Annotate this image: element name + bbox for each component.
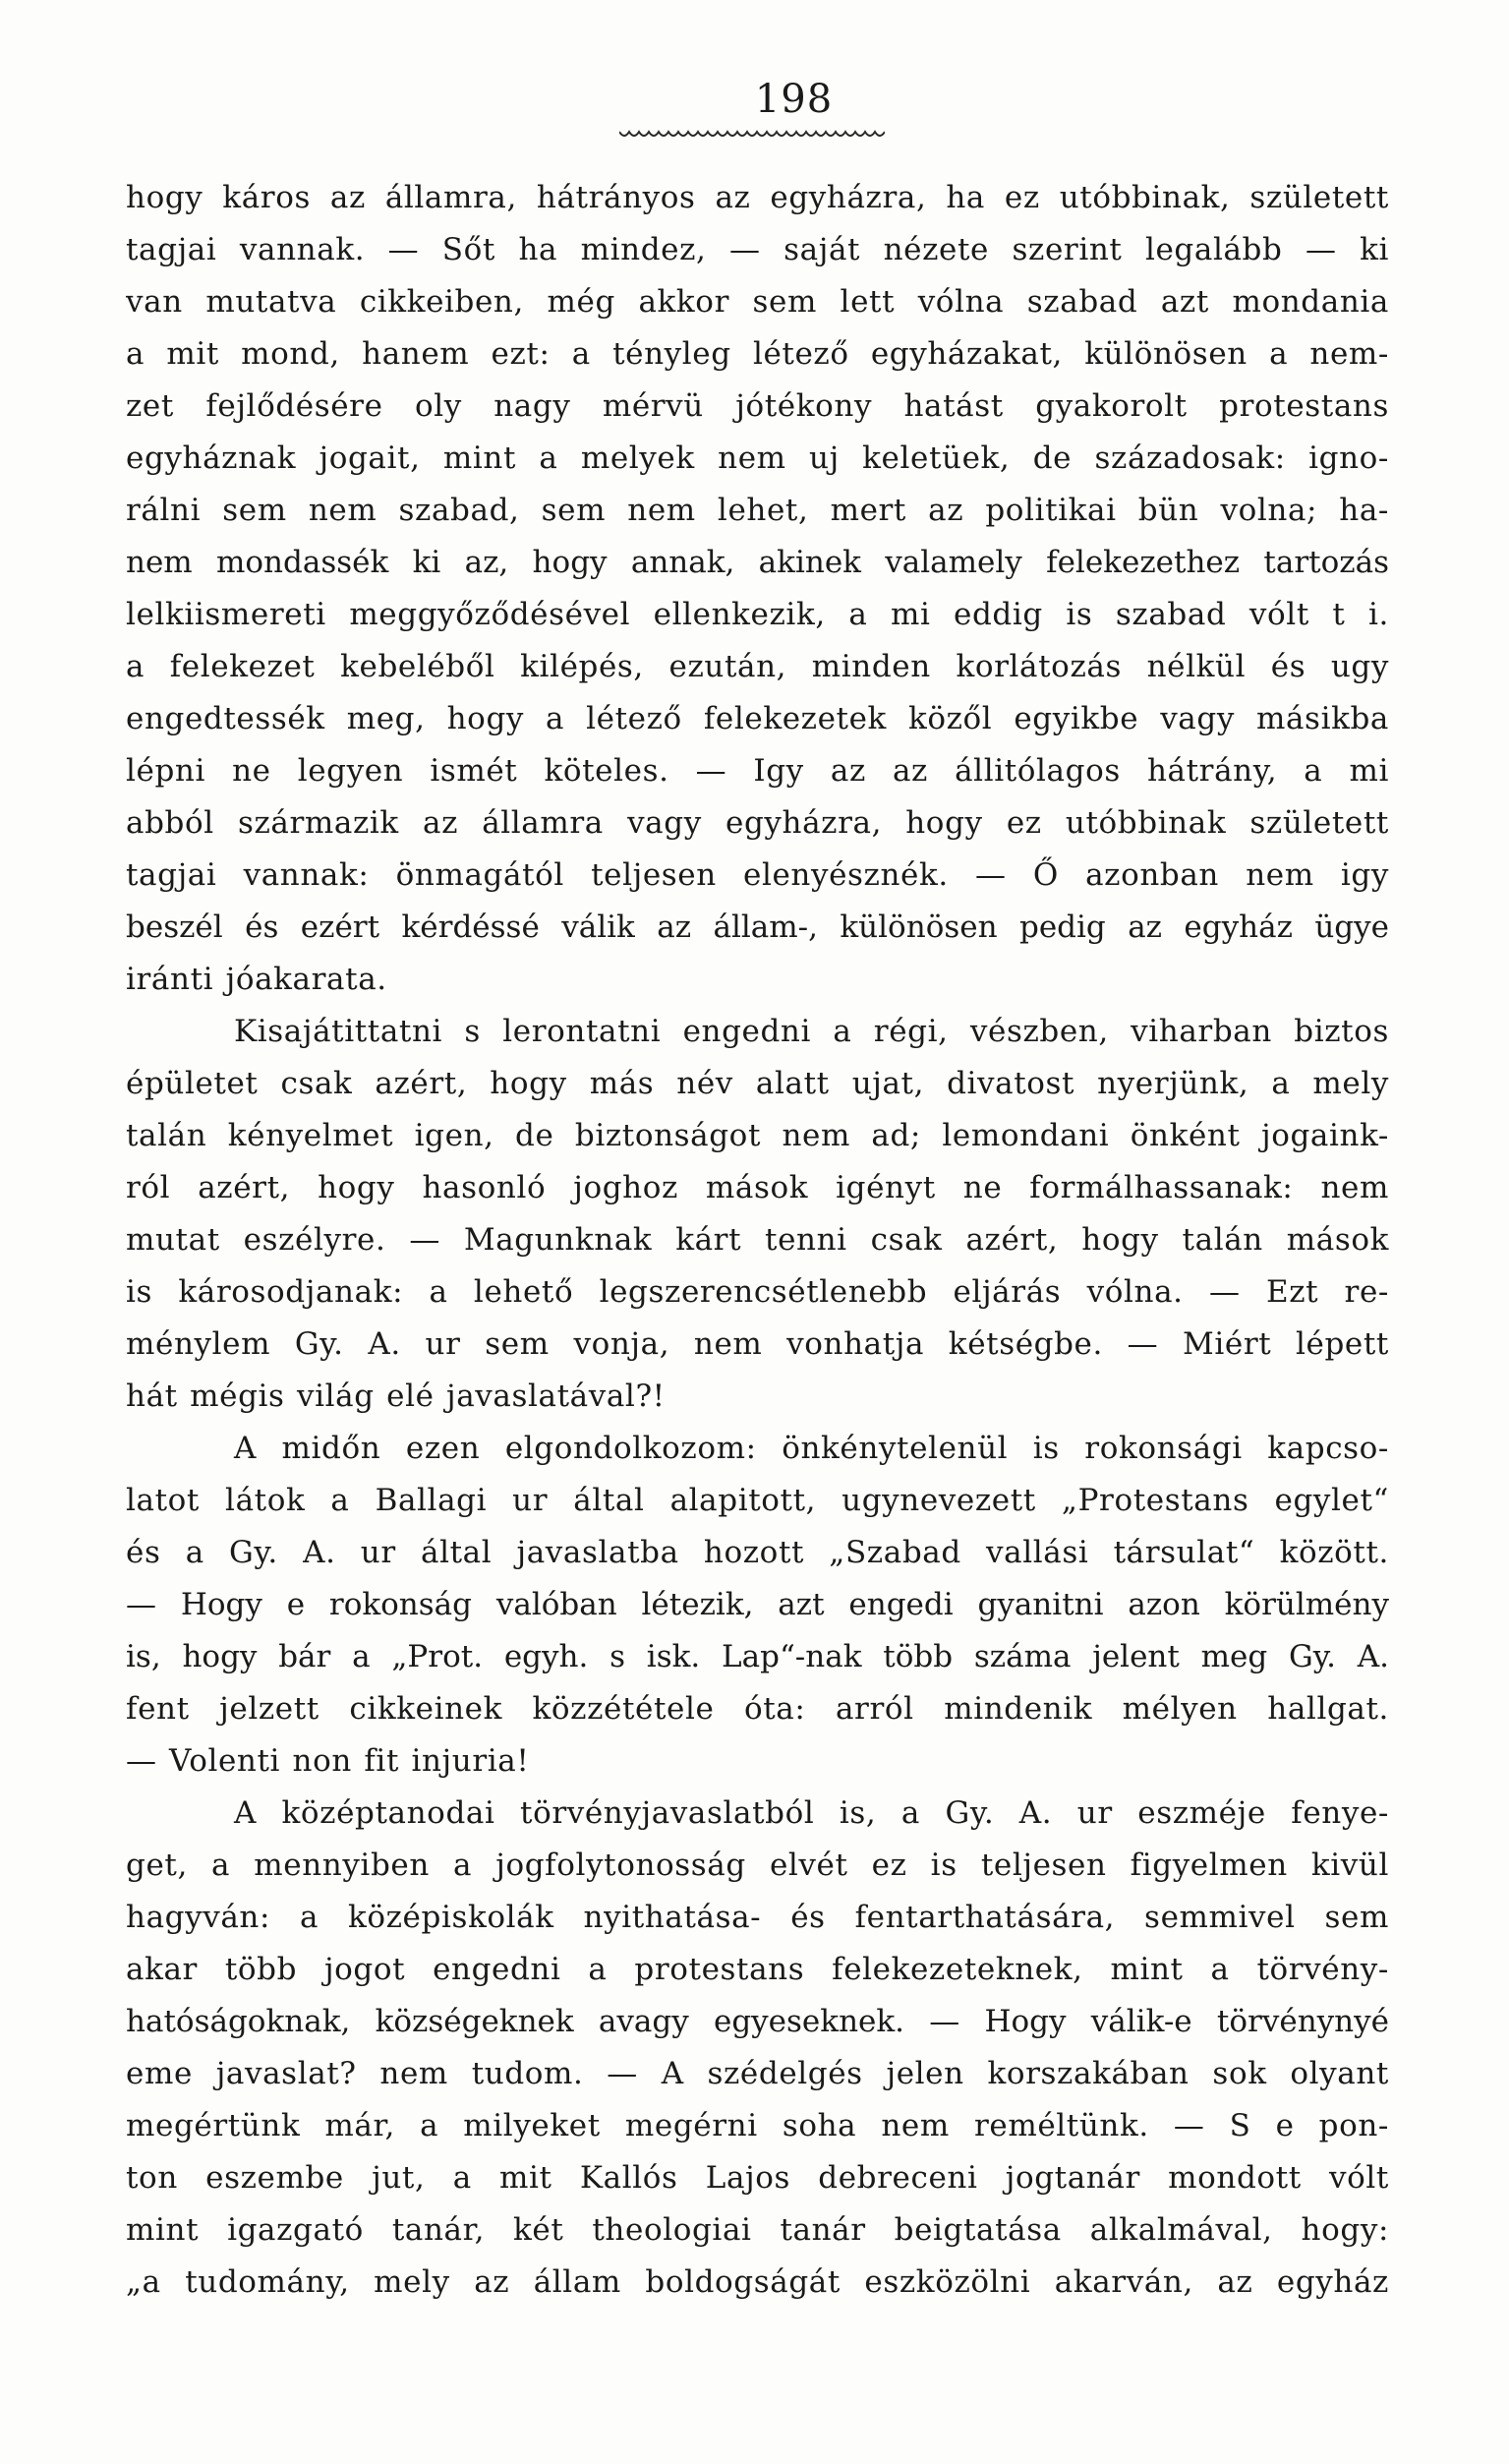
text-line: beszél és ezért kérdéssé válik az állam-, különösen pedig az egyház ügye	[126, 909, 1389, 945]
text-line: is, hogy bár a „Prot. egyh. s isk. Lap“-nak több száma jelent meg Gy. A.	[126, 1639, 1389, 1674]
text-line: eme javaslat? nem tudom. — A szédelgés jelen korszakában sok olyant	[126, 2056, 1389, 2091]
text-line: van mutatva cikkeiben, még akkor sem lett vólna szabad azt mondania	[126, 284, 1389, 320]
text-line: a mit mond, hanem ezt: a tényleg létező egyházakat, különösen a nem-	[126, 336, 1389, 372]
text-line: akar több jogot engedni a protestans felekezeteknek, mint a törvény-	[126, 1952, 1389, 1987]
text-line: hogy káros az államra, hátrányos az egyházra, ha ez utóbbinak, született	[126, 180, 1389, 215]
text-line: A középtanodai törvényjavaslatból is, a Gy. A. ur eszméje fenye-	[234, 1795, 1389, 1831]
text-line: A midőn ezen elgondolkozom: önkénytelenül is rokonsági kapcso-	[234, 1431, 1389, 1466]
text-line: ménylem Gy. A. ur sem vonja, nem vonhatja kétségbe. — Miért lépett	[126, 1326, 1389, 1362]
text-line: rálni sem nem szabad, sem nem lehet, mert az politikai bün volna; ha-	[126, 493, 1389, 528]
text-line: a felekezet kebeléből kilépés, ezután, minden korlátozás nélkül és ugy	[126, 649, 1389, 684]
text-line: lépni ne legyen ismét köteles. — Igy az az állitólagos hátrány, a mi	[126, 753, 1389, 789]
text-line: talán kényelmet igen, de biztonságot nem ad; lemondani önként jogaink-	[126, 1118, 1389, 1153]
text-line: mutat eszélyre. — Magunknak kárt tenni csak azért, hogy talán mások	[126, 1222, 1389, 1258]
body-text	[126, 172, 1389, 2309]
text-line: mint igazgató tanár, két theologiai tanár beigtatása alkalmával, hogy:	[126, 2212, 1389, 2248]
text-line: épületet csak azért, hogy más név alatt ujat, divatost nyerjünk, a mely	[126, 1066, 1389, 1101]
text-line: hagyván: a középiskolák nyithatása- és fentarthatására, semmivel sem	[126, 1900, 1389, 1935]
text-line: hatóságoknak, községeknek avagy egyeseknek. — Hogy válik-e törvénynyé	[126, 2004, 1389, 2039]
text-line: ton eszembe jut, a mit Kallós Lajos debreceni jogtanár mondott vólt	[126, 2160, 1389, 2196]
page-number: 198	[754, 77, 834, 122]
text-line: és a Gy. A. ur által javaslatba hozott „Szabad vallási társulat“ között.	[126, 1535, 1389, 1570]
text-line: „a tudomány, mely az állam boldogságát eszközölni akarván, az egyház	[126, 2264, 1389, 2300]
text-line: get, a mennyiben a jogfolytonosság elvét ez is teljesen figyelmen kivül	[126, 1848, 1389, 1883]
text-line: is károsodjanak: a lehető legszerencsétlenebb eljárás vólna. — Ezt re-	[126, 1274, 1389, 1310]
text-line: latot látok a Ballagi ur által alapitott, ugynevezett „Protestans egylet“	[126, 1483, 1389, 1518]
text-line: — Hogy e rokonság valóban létezik, azt engedi gyanitni azon körülmény	[126, 1587, 1389, 1622]
text-line: Kisajátittatni s lerontatni engedni a régi, vészben, viharban biztos	[234, 1014, 1389, 1049]
text-line: — Volenti non fit injuria!	[126, 1743, 530, 1779]
text-line: nem mondassék ki az, hogy annak, akinek valamely felekezethez tartozás	[126, 545, 1389, 580]
text-line: tagjai vannak: önmagától teljesen elenyésznék. — Ő azonban nem igy	[126, 857, 1389, 893]
page-number-ornament	[619, 126, 885, 142]
text-line: engedtessék meg, hogy a létező felekezetek közől egyikbe vagy másikba	[126, 701, 1389, 736]
text-line: iránti jóakarata.	[126, 962, 387, 997]
text-line: megértünk már, a milyeket megérni soha nem reméltünk. — S e pon-	[126, 2108, 1389, 2143]
page-header	[0, 77, 1509, 122]
text-line: ról azért, hogy hasonló joghoz mások igényt ne formálhassanak: nem	[126, 1170, 1389, 1205]
text-line: egyháznak jogait, mint a melyek nem uj keletüek, de századosak: igno-	[126, 440, 1389, 476]
text-line: fent jelzett cikkeinek közzététele óta: arról mindenik mélyen hallgat.	[126, 1691, 1389, 1727]
text-line: zet fejlődésére oly nagy mérvü jótékony hatást gyakorolt protestans	[126, 388, 1389, 424]
text-line: tagjai vannak. — Sőt ha mindez, — saját nézete szerint legalább — ki	[126, 232, 1389, 267]
text-line: lelkiismereti meggyőződésével ellenkezik, a mi eddig is szabad vólt t i.	[126, 597, 1389, 632]
text-line: hát mégis világ elé javaslatával?!	[126, 1379, 666, 1414]
text-line: abból származik az államra vagy egyházra, hogy ez utóbbinak született	[126, 805, 1389, 841]
